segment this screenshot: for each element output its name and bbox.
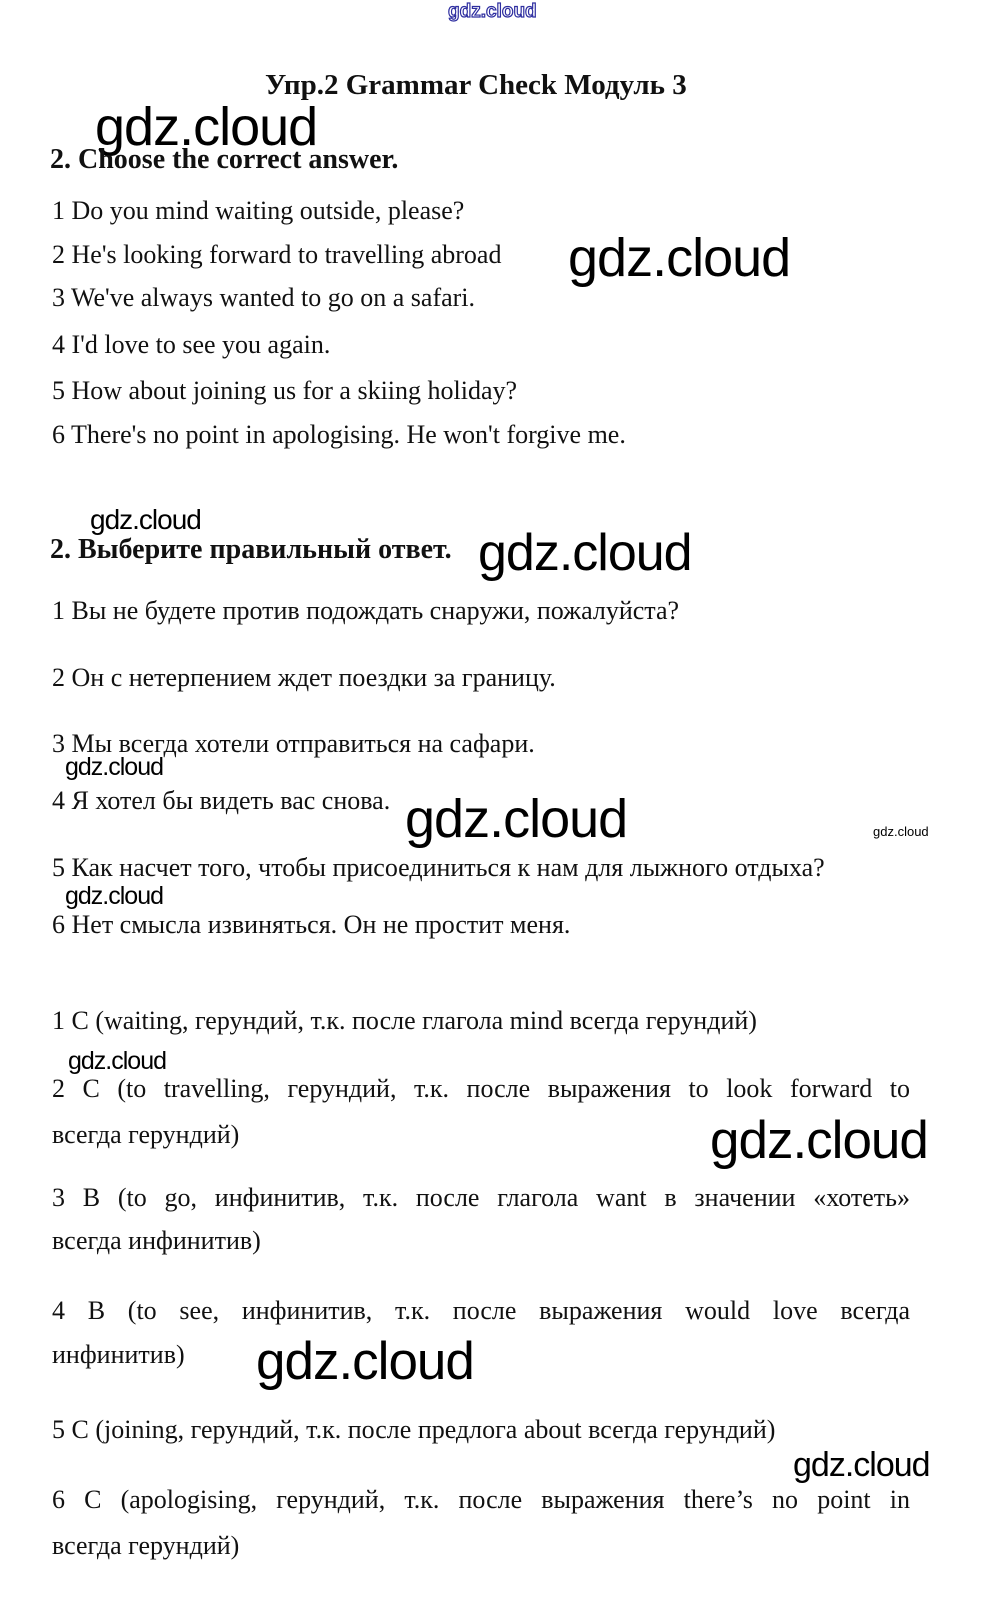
answer-3-line-2: всегда инфинитив) xyxy=(52,1226,261,1255)
answer-4-line-1: 4 B (to see, инфинитив, т.к. после выражения would love всегда xyxy=(52,1296,910,1325)
english-section-heading: 2. Choose the correct answer. xyxy=(50,144,399,175)
watermark-gdz-cloud: gdz.cloud xyxy=(710,1111,928,1170)
answer-2-line-1: 2 C (to travelling, герундий, т.к. после выражения to look forward to xyxy=(52,1074,910,1103)
watermark-gdz-cloud: gdz.cloud xyxy=(68,1047,167,1075)
answer-6-line-1: 6 C (apologising, герундий, т.к. после выражения there’s no point in xyxy=(52,1485,910,1514)
answer-5: 5 C (joining, герундий, т.к. после предлога about всегда герундий) xyxy=(52,1415,776,1444)
watermark-gdz-cloud: gdz.cloud xyxy=(568,228,791,288)
watermark-gdz-cloud: gdz.cloud xyxy=(90,504,201,535)
answer-6-line-2: всегда герундий) xyxy=(52,1531,240,1560)
russian-sentence-4: 4 Я хотел бы видеть вас снова. xyxy=(52,786,391,815)
english-sentence-3: 3 We've always wanted to go on a safari. xyxy=(52,283,476,312)
russian-sentence-3: 3 Мы всегда хотели отправиться на сафари. xyxy=(52,729,535,758)
answer-4-line-2: инфинитив) xyxy=(52,1340,185,1369)
watermark-gdz-cloud: gdz.cloud xyxy=(405,789,628,849)
exercise-title: Упр.2 Grammar Check Модуль 3 xyxy=(265,69,687,101)
english-sentence-6: 6 There's no point in apologising. He won't forgive me. xyxy=(52,420,626,449)
watermark-gdz-cloud: gdz.cloud xyxy=(256,1332,474,1391)
answer-2-line-2: всегда герундий) xyxy=(52,1120,240,1149)
watermark-gdz-cloud: gdz.cloud xyxy=(65,882,164,910)
russian-sentence-6: 6 Нет смысла извиняться. Он не простит меня. xyxy=(52,910,571,939)
watermark-gdz-cloud: gdz.cloud xyxy=(478,524,692,582)
english-sentence-5: 5 How about joining us for a skiing holiday? xyxy=(52,376,518,405)
russian-sentence-1: 1 Вы не будете против подождать снаружи, пожалуйста? xyxy=(52,596,680,625)
russian-sentence-2: 2 Он с нетерпением ждет поездки за границу. xyxy=(52,663,556,692)
russian-section-heading: 2. Выберите правильный ответ. xyxy=(50,534,452,565)
watermark-gdz-cloud: gdz.cloud xyxy=(793,1446,930,1484)
answer-1: 1 C (waiting, герундий, т.к. после глагола mind всегда герундий) xyxy=(52,1006,757,1035)
english-sentence-1: 1 Do you mind waiting outside, please? xyxy=(52,196,465,225)
watermark-gdz-cloud: gdz.cloud xyxy=(65,753,164,781)
answer-3-line-1: 3 B (to go, инфинитив, т.к. после глагола want в значении «хотеть» xyxy=(52,1183,910,1212)
watermark-gdz-cloud-small: gdz.cloud xyxy=(873,824,929,839)
watermark-gdz-cloud: gdz.cloud xyxy=(95,97,318,157)
english-sentence-4: 4 I'd love to see you again. xyxy=(52,330,331,359)
russian-sentence-5: 5 Как насчет того, чтобы присоединиться к нам для лыжного отдыха? xyxy=(52,853,825,882)
watermark-gdz-cloud-top: gdz.cloud xyxy=(448,1,537,22)
english-sentence-2: 2 He's looking forward to travelling abroad xyxy=(52,240,502,269)
